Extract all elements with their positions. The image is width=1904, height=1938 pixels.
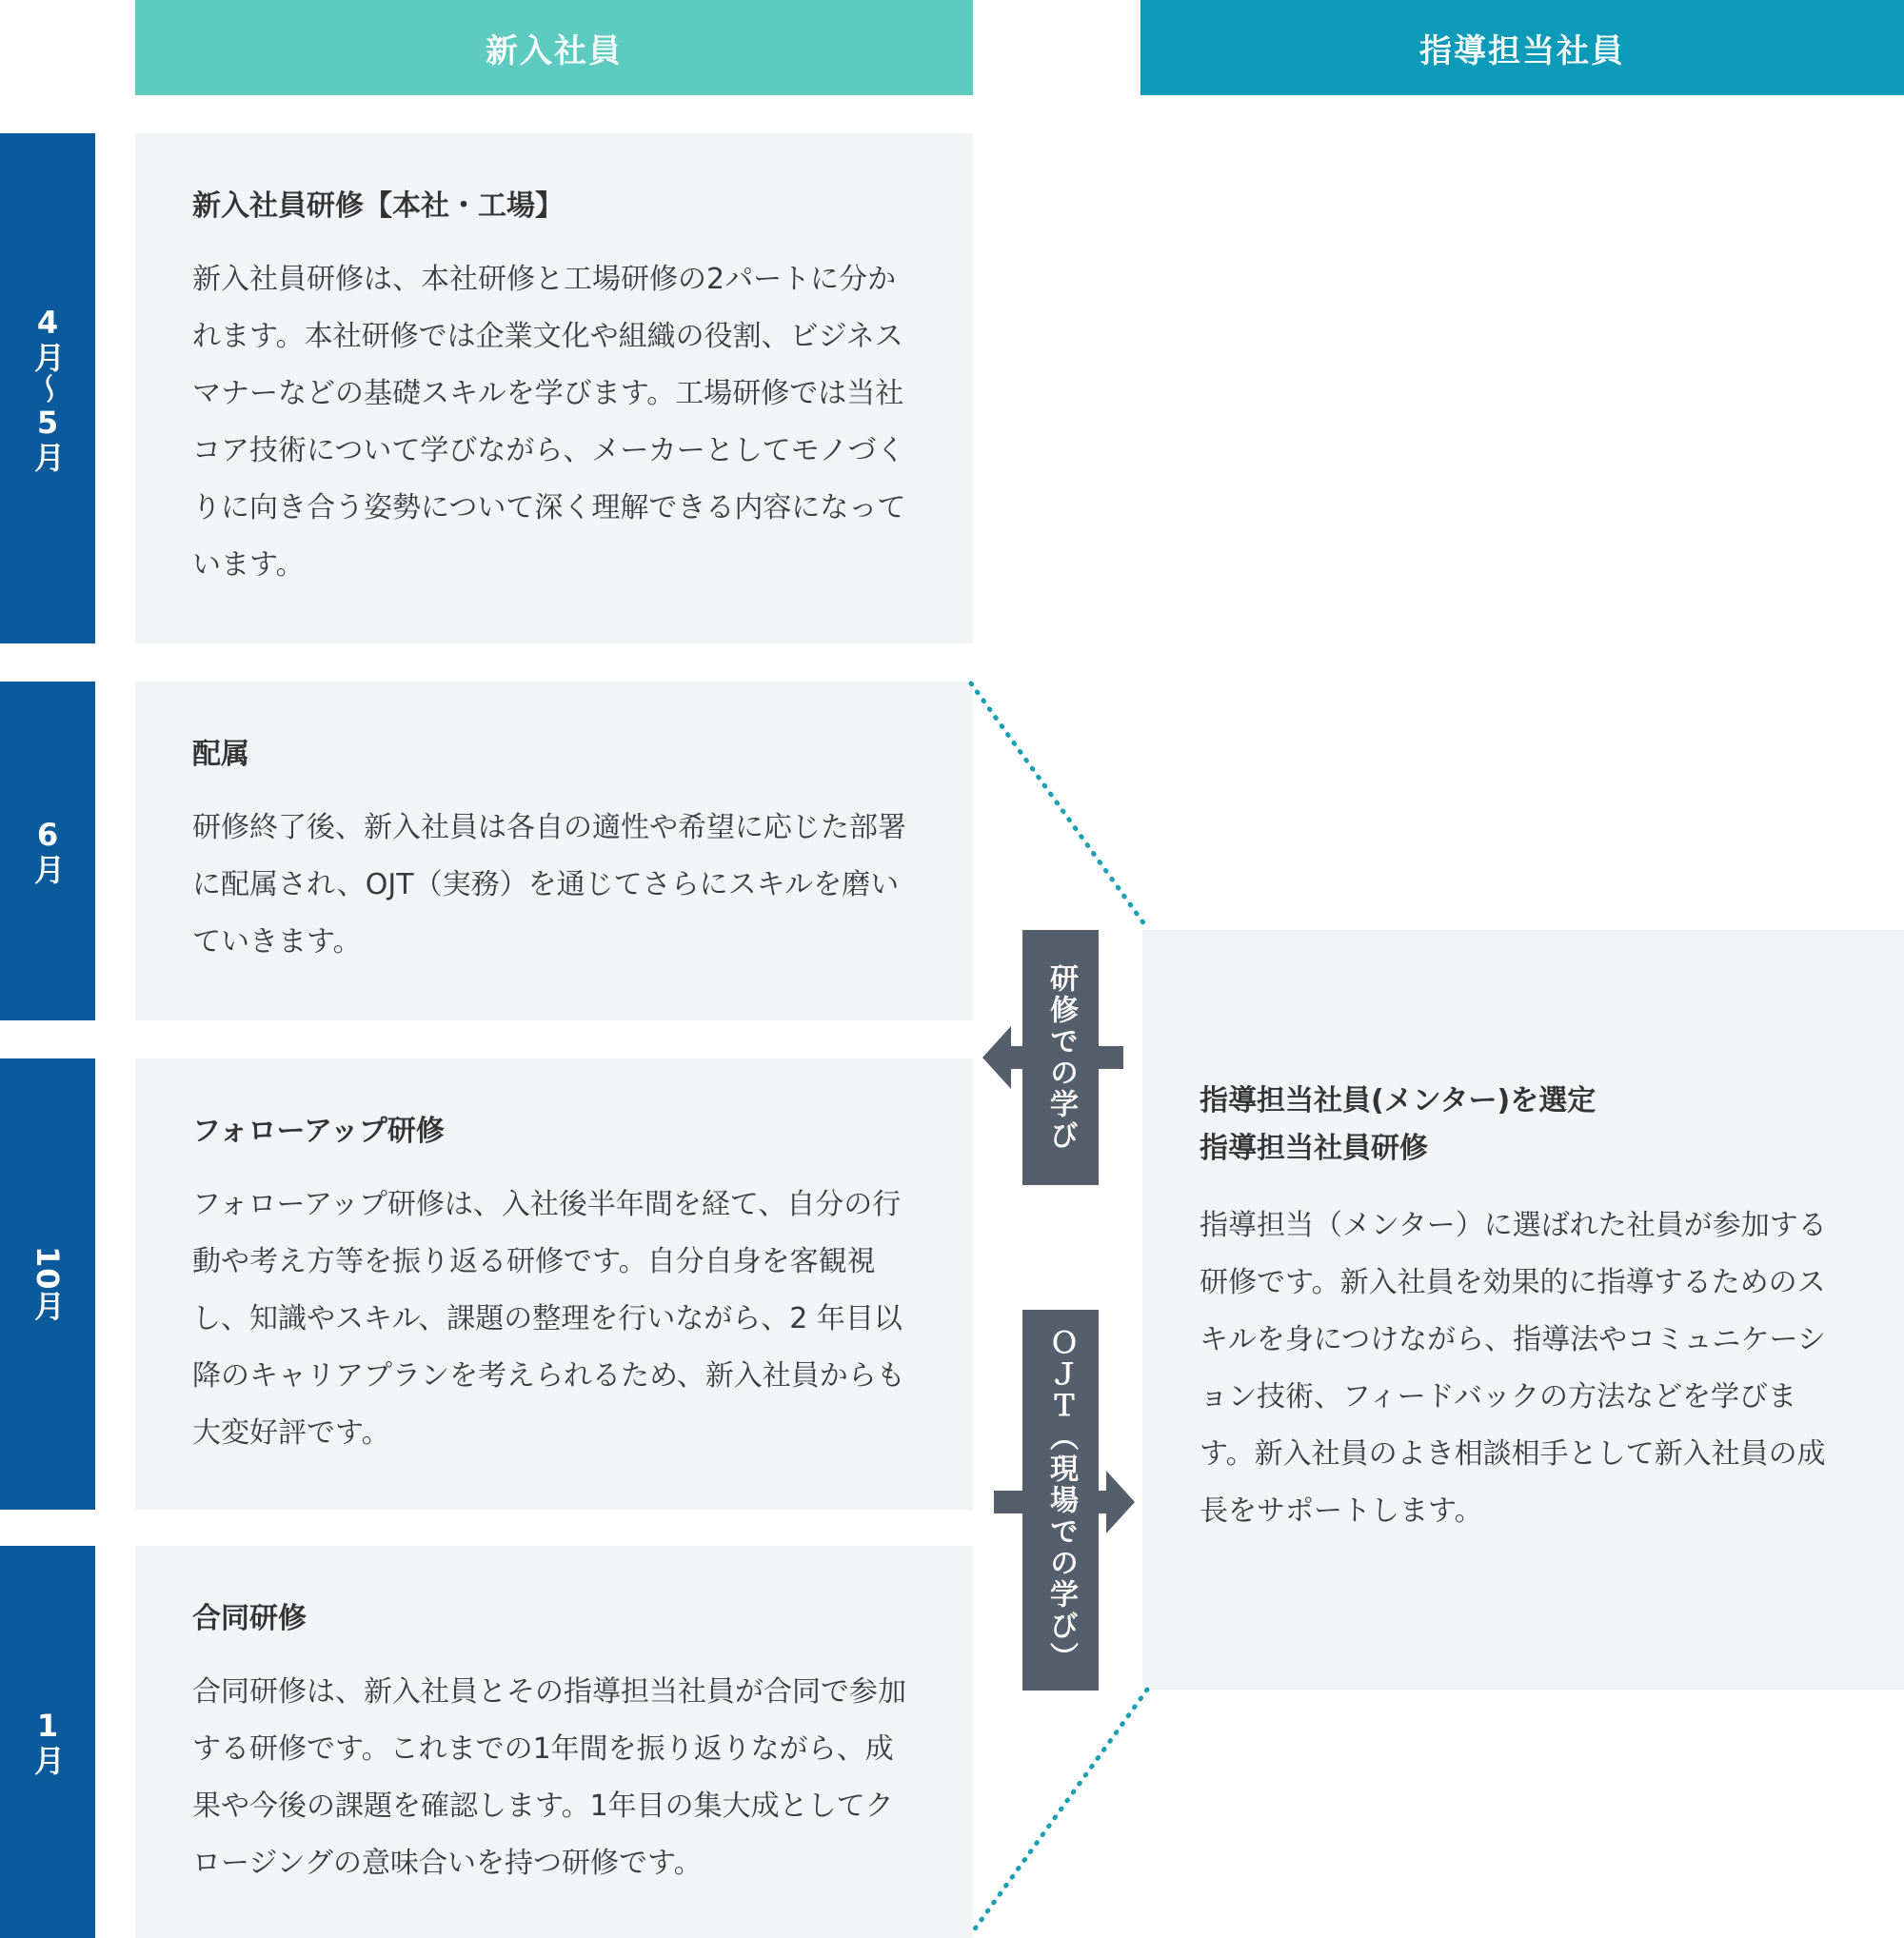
month-label: 1月 [30, 1708, 66, 1776]
mentor-card-title-line1: 指導担当社員(メンター)を選定 [1200, 1084, 1597, 1117]
card-title: 合同研修 [192, 1602, 307, 1635]
card-body: 合同研修は、新入社員とその指導担当社員が合同で参加する研修です。これまでの1年間を振り返りながら、成果や今後の課題を確認します。1年目の集大成としてクロージングの意味合いを持つ研修です。 [192, 1675, 906, 1880]
month-label: 6月 [30, 817, 66, 885]
mentor-card-title-line2: 指導担当社員研修 [1200, 1132, 1428, 1165]
dotted-connector-top [971, 683, 1147, 928]
card-title: フォローアップ研修 [192, 1115, 445, 1148]
card-body: 研修終了後、新入社員は各自の適性や希望に応じた部署に配属され、OJT（実務）を通じてさらにスキルを磨いていきます。 [192, 811, 906, 959]
dotted-connector-bottom [971, 1690, 1147, 1934]
card-body: フォローアップ研修は、入社後半年間を経て、自分の行動や考え方等を振り返る研修です。自分自身を客観視し、知識やスキル、課題の整理を行いながら、2 年目以降のキャリアプランを考えられるため、新入社員からも大変好評です。 [192, 1188, 905, 1450]
month-label: 10月 [30, 1246, 66, 1322]
card-body: 新入社員研修は、本社研修と工場研修の2パートに分かれます。本社研修では企業文化や組織の役割、ビジネスマナーなどの基礎スキルを学びます。工場研修では当社コア技術について学びながら、メーカーとしてモノづくりに向き合う姿勢について深く理解できる内容になっています。 [192, 263, 906, 582]
ojt-learning-label: ＯＪＴ（現場での学び） [1044, 1327, 1078, 1673]
card-title: 配属 [192, 738, 249, 771]
training-learning-box [1022, 930, 1099, 1185]
mentor-header-label: 指導担当社員 [1419, 31, 1625, 70]
mentor-card-body: 指導担当（メンター）に選ばれた社員が参加する研修です。新入社員を効果的に指導するためのスキルを身につけながら、指導法やコミュニケーション技術、フィードバックの方法などを学びます。新入社員のよき相談相手として新入社員の成長をサポートします。 [1200, 1209, 1827, 1528]
ojt-learning-box [1022, 1310, 1099, 1691]
month-label: 4月〜5月 [30, 304, 66, 473]
card-title: 新入社員研修【本社・工場】 [192, 189, 564, 223]
training-learning-label: 研修での学び [1044, 963, 1078, 1152]
new-employee-header-label: 新入社員 [486, 31, 623, 70]
